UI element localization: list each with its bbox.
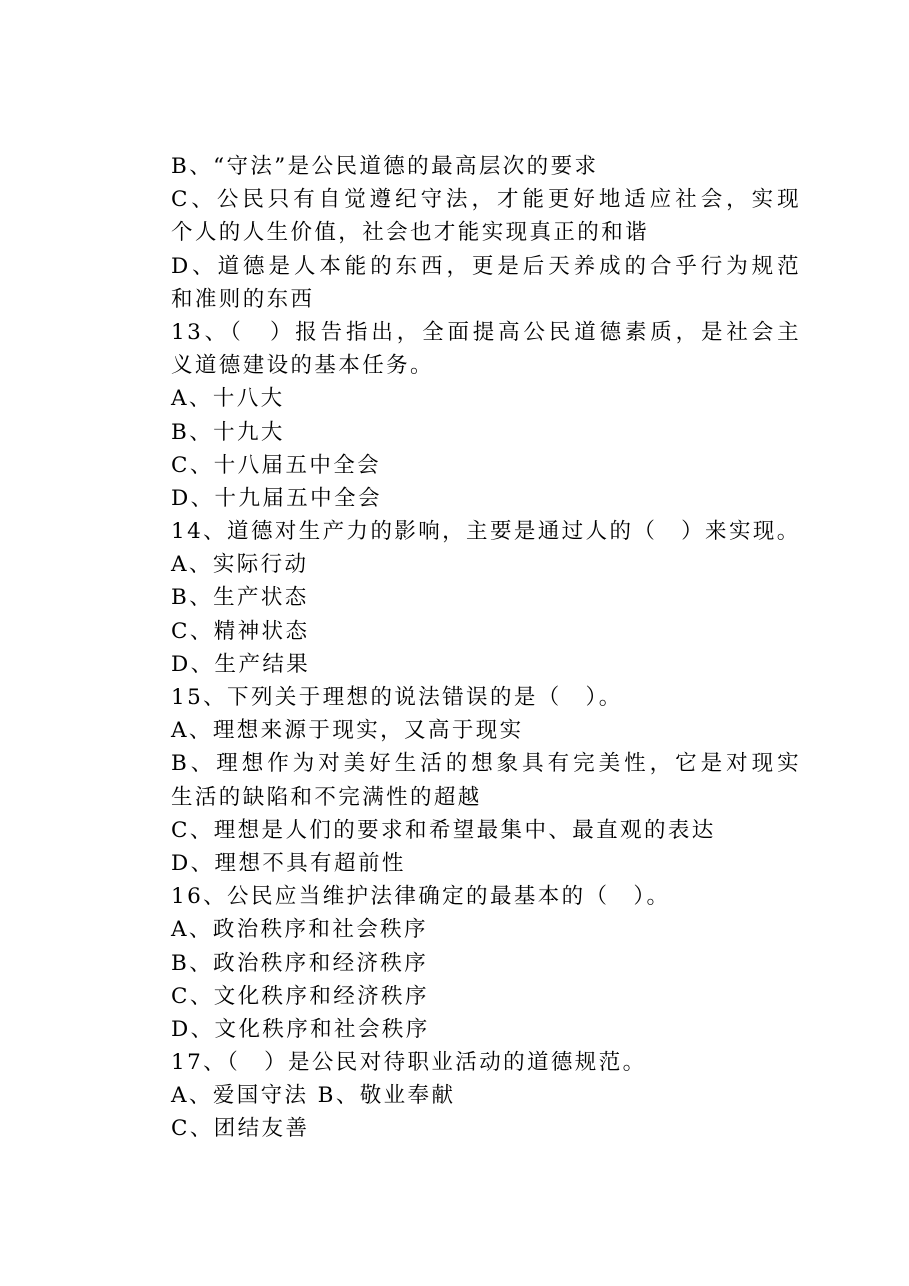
- text-line: C、团结友善: [171, 1116, 310, 1142]
- text-line: C、文化秩序和经济秩序: [171, 983, 429, 1009]
- text-line: B、十九大: [171, 419, 285, 445]
- text-line: D、理想不具有超前性: [171, 850, 406, 876]
- text-line: C、公民只有自觉遵纪守法，才能更好地适应社会，实现: [171, 187, 801, 213]
- text-line: B、政治秩序和经济秩序: [171, 950, 429, 976]
- text-line: B、生产状态: [171, 585, 309, 611]
- text-line: B、理想作为对美好生活的想象具有完美性，它是对现实: [171, 751, 801, 777]
- text-line: C、理想是人们的要求和希望最集中、最直观的表达: [171, 817, 716, 843]
- text-line: A、十八大: [171, 386, 285, 412]
- text-line: 生活的缺陷和不完满性的超越: [171, 784, 482, 810]
- text-line: A、理想来源于现实，又高于现实: [171, 718, 524, 744]
- text-line: D、文化秩序和社会秩序: [171, 1016, 430, 1042]
- text-line: D、十九届五中全会: [171, 485, 382, 511]
- text-line: 和准则的东西: [171, 286, 315, 312]
- text-line: 13、（ ）报告指出，全面提高公民道德素质，是社会主: [171, 319, 801, 345]
- text-line: 16、公民应当维护法律确定的最基本的（ ）。: [171, 884, 671, 910]
- text-line: C、十八届五中全会: [171, 452, 382, 478]
- text-line: 14、道德对生产力的影响，主要是通过人的（ ）来实现。: [171, 519, 801, 545]
- text-line: D、道德是人本能的东西，更是后天养成的合乎行为规范: [171, 253, 801, 279]
- text-line: 15、下列关于理想的说法错误的是（ ）。: [171, 685, 623, 710]
- text-line: 个人的人生价值，社会也才能实现真正的和谐: [171, 220, 650, 246]
- text-line: A、爱国守法 B、敬业奉献: [171, 1083, 456, 1109]
- text-line: C、精神状态: [171, 618, 310, 644]
- text-line: 17、（ ）是公民对待职业活动的道德规范。: [171, 1050, 647, 1076]
- text-line: 义道德建设的基本任务。: [171, 353, 434, 379]
- document-page: [171, 150, 801, 1146]
- text-line: A、实际行动: [171, 552, 309, 578]
- text-line: A、政治秩序和社会秩序: [171, 917, 428, 943]
- text-line: D、生产结果: [171, 651, 311, 677]
- text-line: B、“守法”是公民道德的最高层次的要求: [171, 154, 599, 179]
